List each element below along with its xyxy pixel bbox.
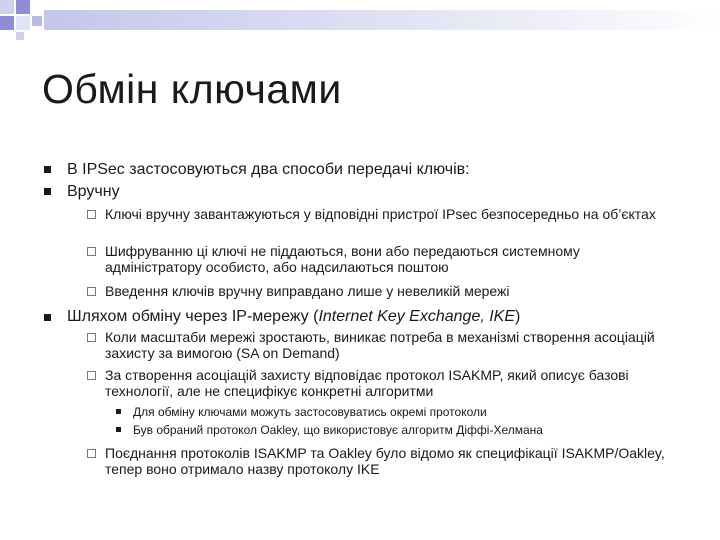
bullet-marker [44,188,51,195]
checkbox-bullet-icon [87,210,96,219]
checkbox-bullet-icon [87,247,96,256]
deco-square [0,0,14,14]
checkbox-bullet-icon [87,333,96,342]
bullet-marker [116,427,121,432]
deco-square [16,32,24,40]
bullet-marker [44,314,51,321]
slide-title: Обмін ключами [42,66,342,112]
deco-square [16,0,30,14]
checkbox-bullet-icon [87,287,96,296]
checkbox-bullet-icon [87,371,96,380]
deco-square [16,16,30,30]
bullet-text: Коли масштаби мережі зростають, виникає потреба в механізмі створення асоціацій захисту за вимогою (SA on Demand) [105,329,655,361]
bullet-text: Був обраний протокол Oakley, що використовує алгоритм Діффі-Хелмана [133,423,543,437]
deco-square [32,16,42,26]
corner-decoration [0,0,48,40]
bullet-marker [44,166,51,173]
bullet-text-part: ) [515,308,521,325]
bullet-text: Введення ключів вручну виправдано лише у невеликій мережі [105,283,510,299]
bullet-text [67,307,520,326]
bullet-text: Ключі вручну завантажуються у відповідні пристрої IPsec безпосередньо на об’єктах [105,206,656,222]
bullet-text: За створення асоціацій захисту відповідає протокол ISAKMP, який описує базові технології, але не специфікує конкретні алгоритми [105,367,629,399]
bullet-text: Поєднання протоколів ISAKMP та Oakley було відомо як специфікації ISAKMP/Oakley, тепер воно отримало назву протоколу IKE [105,445,665,477]
header-gradient-bar [44,10,720,30]
bullet-text: Шифруванню ці ключі не піддаються, вони або передаються системному адміністратору особисто, або надсилаються поштою [105,243,580,275]
checkbox-bullet-icon [87,449,96,458]
bullet-text: Для обміну ключами можуть застосовуватись окремі протоколи [133,405,487,419]
bullet-text: В IPSec застосовуються два способи передачі ключів: [67,161,470,178]
bullet-text-part: Шляхом обміну через IP-мережу ( [67,308,319,325]
deco-square [0,16,14,30]
bullet-text: Вручну [67,183,120,200]
bullet-text-italic: Internet Key Exchange, IKE [318,308,516,325]
bullet-marker [116,409,121,414]
